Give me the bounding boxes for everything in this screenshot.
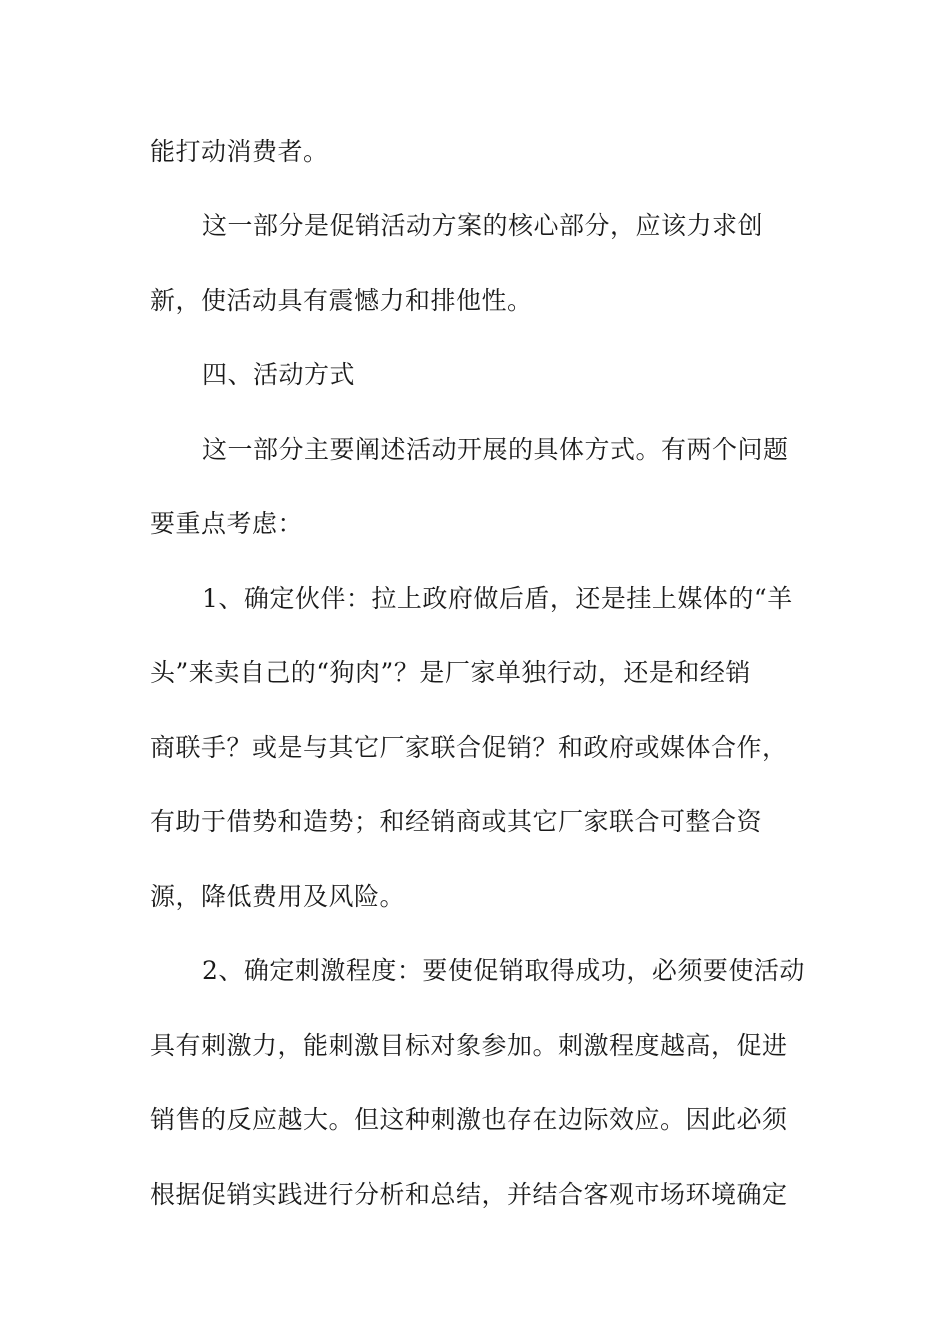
text-line: 根据促销实践进行分析和总结，并结合客观市场环境确定 (150, 1180, 788, 1209)
text-line: 具有刺激力，能刺激目标对象参加。刺激程度越高，促进 (150, 1031, 788, 1060)
text-line: 头”来卖自己的“狗肉”？是厂家单独行动，还是和经销 (150, 658, 751, 687)
text-line: 有助于借势和造势；和经销商或其它厂家联合可整合资 (150, 807, 763, 836)
section-heading: 四、活动方式 (202, 360, 356, 389)
text-line: 销售的反应越大。但这种刺激也存在边际效应。因此必须 (150, 1105, 788, 1134)
text-line: 源，降低费用及风险。 (150, 882, 406, 911)
text-line: 这一部分主要阐述活动开展的具体方式。有两个问题 (202, 435, 789, 464)
text-line: 1、确定伙伴：拉上政府做后盾，还是挂上媒体的“羊 (202, 584, 793, 613)
text-line: 这一部分是促销活动方案的核心部分，应该力求创 (202, 211, 764, 240)
text-line: 商联手？或是与其它厂家联合促销？和政府或媒体合作， (150, 733, 788, 762)
text-line: 能打动消费者。 (150, 137, 329, 166)
text-line: 新，使活动具有震憾力和排他性。 (150, 286, 533, 315)
text-line: 2、确定刺激程度：要使促销取得成功，必须要使活动 (202, 956, 805, 985)
text-line: 要重点考虑： (150, 509, 304, 538)
